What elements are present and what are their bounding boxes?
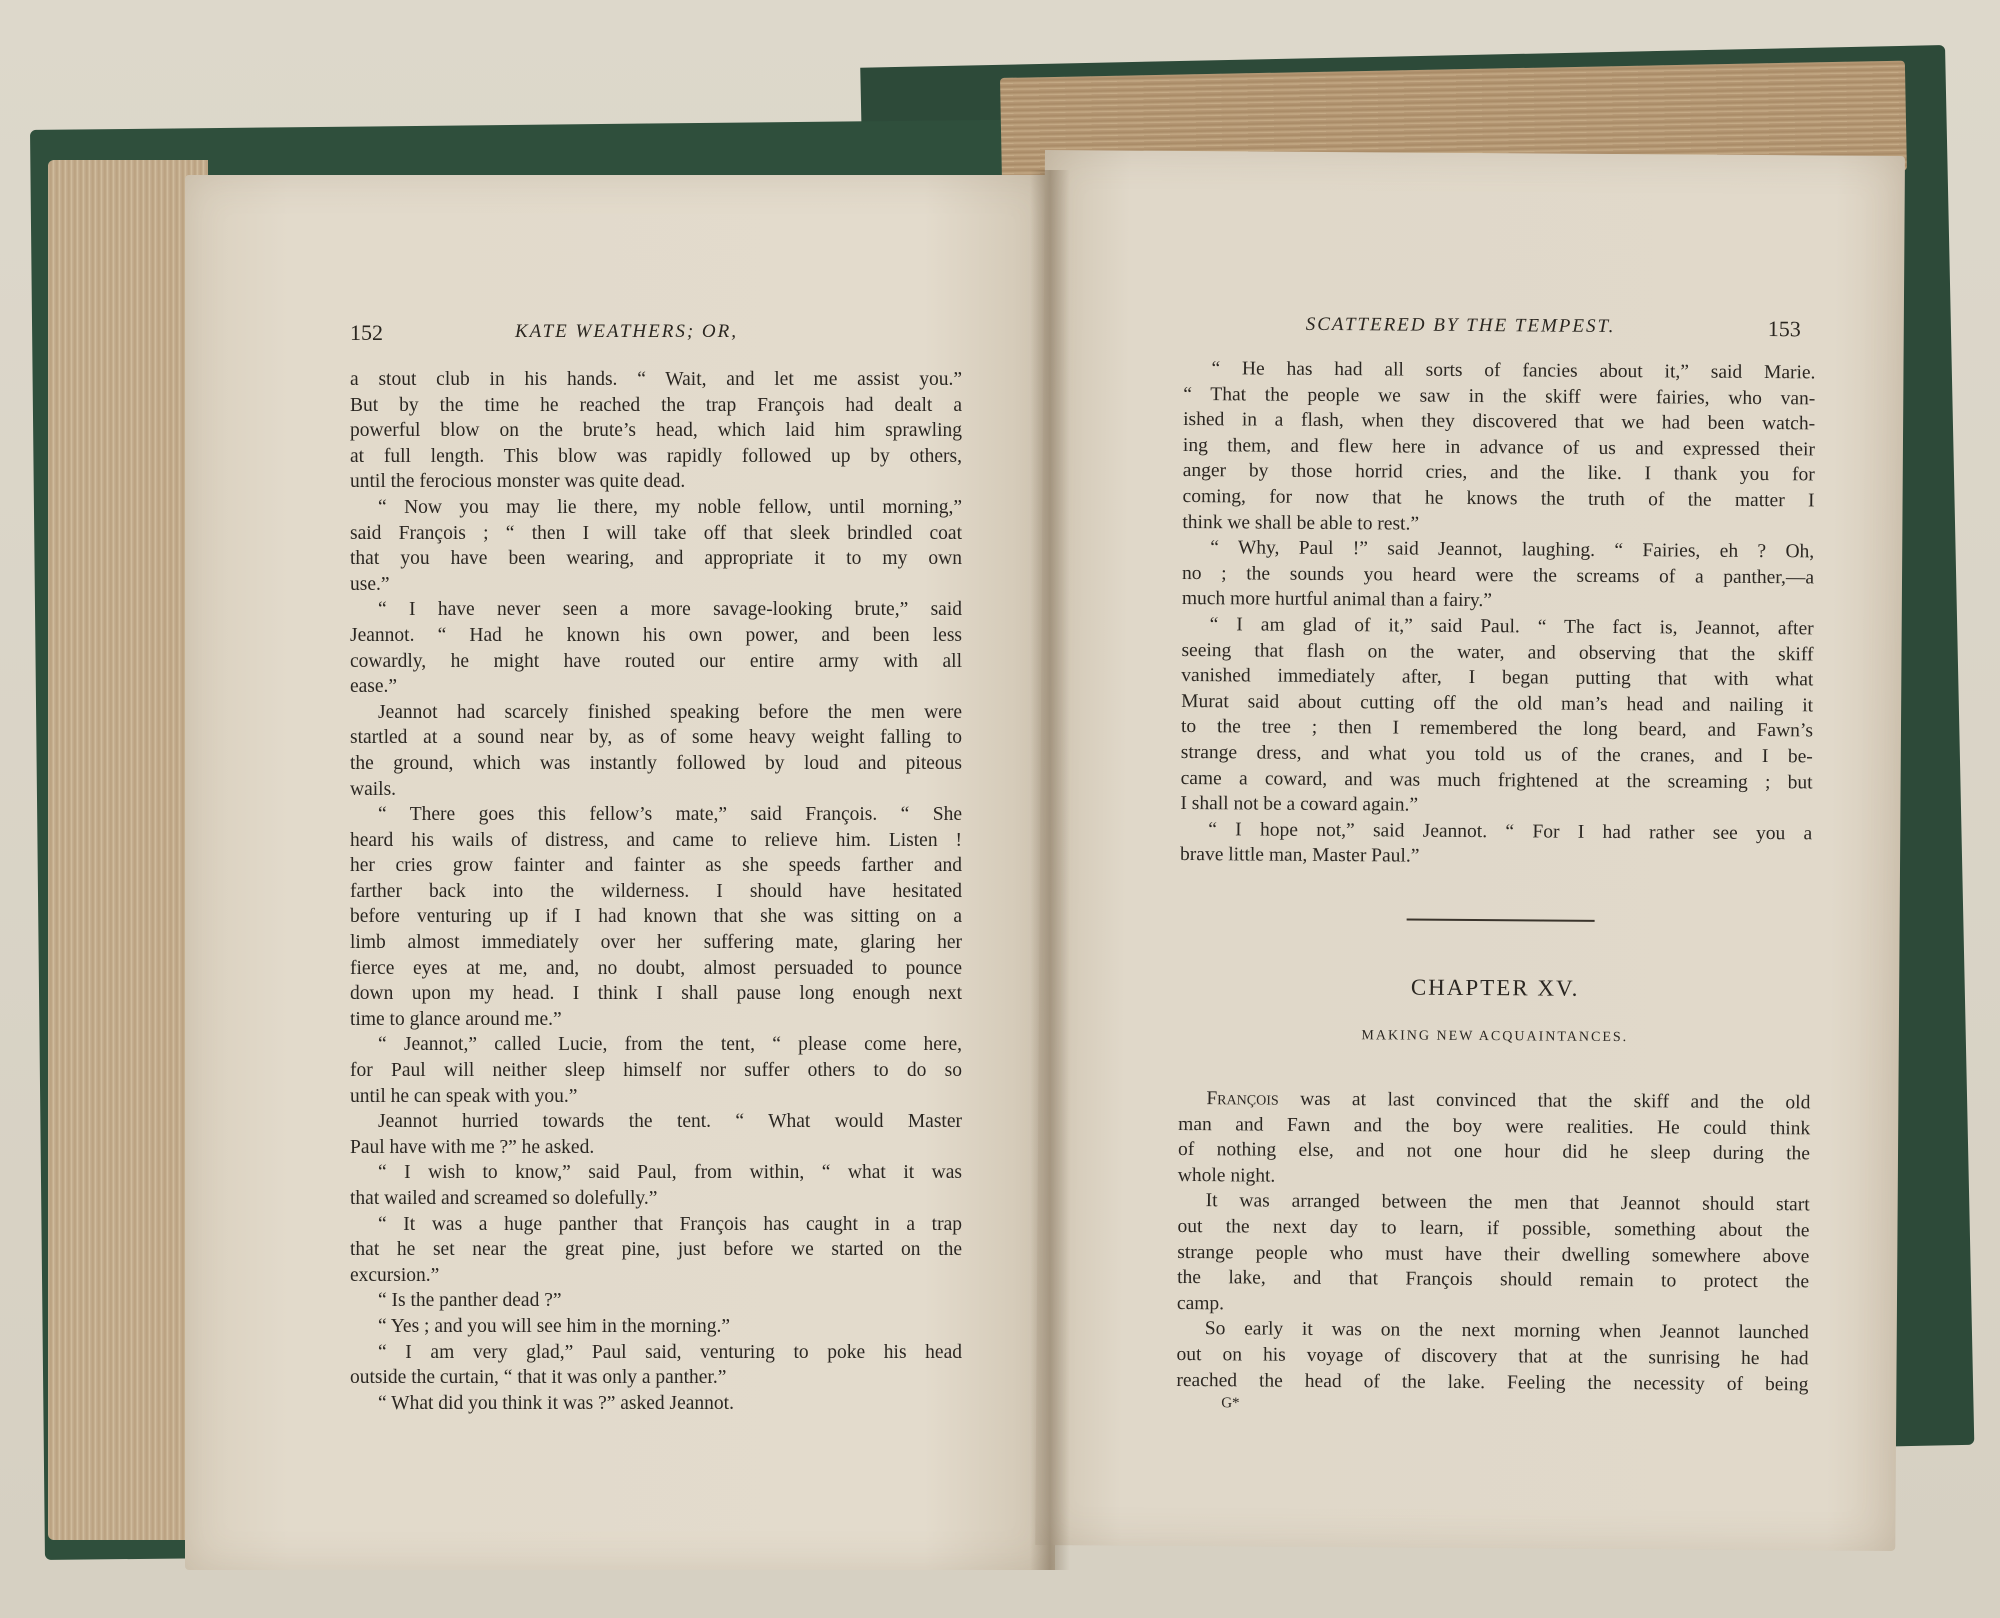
page-edges-left xyxy=(48,160,208,1540)
left-text-line: “ I have never seen a more savage-looking brute,” said xyxy=(378,599,962,621)
left-text-line: down upon my head. I think I shall pause long enough next xyxy=(350,983,962,1005)
right-text-line: anger by those horrid cries, and the like. I thank you for xyxy=(1182,460,1815,486)
left-page-text xyxy=(350,367,962,1416)
left-text-line: Jeannot. “ Had he known his own power, and been less xyxy=(350,624,962,646)
left-running-head: KATE WEATHERS; OR, xyxy=(515,321,738,342)
left-text-line: Jeannot had scarcely finished speaking before the men were xyxy=(378,701,962,723)
left-text-line: that you have been wearing, and appropriate it to my own xyxy=(350,548,962,570)
chapter-lead-word: François xyxy=(1206,1088,1279,1110)
left-page-number: 152 xyxy=(350,320,383,345)
right-text-line: “ Why, Paul !” said Jeannot, laughing. “ Fairies, eh ? Oh, xyxy=(1210,537,1815,563)
left-text-line: farther back into the wilderness. I should have hesitated xyxy=(350,880,962,902)
left-text-line: said François ; “ then I will take off that sleek brindled coat xyxy=(350,522,962,544)
left-text-line: her cries grow fainter and fainter as she speeds farther and xyxy=(350,855,962,877)
left-text-line: powerful blow on the brute’s head, which laid him sprawling xyxy=(350,420,962,442)
right-text-line: much more hurtful animal than a fairy.” xyxy=(1181,588,1493,612)
left-text-line: a stout club in his hands. “ Wait, and let me assist you.” xyxy=(350,369,962,390)
right-text-line: seeing that flash on the water, and observing that the skiff xyxy=(1181,639,1814,665)
left-text-line: excursion.” xyxy=(350,1264,440,1286)
left-text-line: “ Yes ; and you will see him in the morning.” xyxy=(378,1315,731,1337)
chapter-text-line: reached the head of the lake. Feeling the necessity of being xyxy=(1176,1369,1809,1395)
left-text-line: “ I wish to know,” said Paul, from within, “ what it was xyxy=(378,1162,962,1184)
chapter-text-line: strange people who must have their dwelling somewhere above xyxy=(1177,1241,1810,1267)
left-text-line: cowardly, he might have routed our entire army with all xyxy=(350,650,962,672)
left-text-line: startled at a sound near by, as of some heavy weight falling to xyxy=(350,727,962,749)
right-text-line: “ I am glad of it,” said Paul. “ The fact is, Jeannot, after xyxy=(1209,614,1814,640)
right-text-line: I shall not be a coward again.” xyxy=(1180,793,1419,816)
left-text-line: for Paul will neither sleep himself nor suffer others to do so xyxy=(350,1060,962,1082)
left-text-line: Paul have with me ?” he asked. xyxy=(350,1136,595,1158)
left-text-line: “ Is the panther dead ?” xyxy=(378,1290,562,1312)
left-text-line: use.” xyxy=(350,573,390,595)
right-text-line: “ I hope not,” said Jeannot. “ For I had rather see you a xyxy=(1208,818,1813,845)
left-text-line: until the ferocious monster was quite dead. xyxy=(350,471,686,493)
chapter-text-line: man and Fawn and the boy were realities. He could think xyxy=(1178,1113,1811,1139)
right-text-line: strange dress, and what you told us of the cranes, and I be- xyxy=(1180,741,1813,768)
left-page xyxy=(185,175,1055,1570)
right-text-line: brave little man, Master Paul.” xyxy=(1180,844,1420,867)
right-text-line: vanished immediately after, I began putting that with what xyxy=(1181,665,1814,691)
left-text-line: Jeannot hurried towards the tent. “ What would Master xyxy=(378,1111,962,1133)
book-gutter xyxy=(1030,170,1070,1570)
signature-mark: G* xyxy=(1221,1395,1240,1412)
chapter-subtitle: MAKING NEW ACQUAINTANCES. xyxy=(1361,1028,1629,1046)
left-text-line: until he can speak with you.” xyxy=(350,1085,578,1107)
left-text-line: that he set near the great pine, just before we started on the xyxy=(350,1239,962,1261)
left-text-line: at full length. This blow was rapidly followed up by others, xyxy=(350,445,962,467)
left-text-line: “ There goes this fellow’s mate,” said François. “ She xyxy=(378,804,962,826)
right-text-line: coming, for now that he knows the truth of the matter I xyxy=(1182,485,1815,512)
chapter-text-line: the lake, and that François should remain to protect the xyxy=(1177,1267,1810,1293)
chapter-text-line xyxy=(1178,1086,1810,1116)
right-text-line: no ; the sounds you heard were the screams of a panther,—a xyxy=(1181,562,1815,589)
section-divider xyxy=(1407,919,1595,922)
left-text-line: “ What did you think it was ?” asked Jeannot. xyxy=(378,1392,734,1414)
right-text-line: “ He has had all sorts of fancies about it,” said Marie. xyxy=(1211,358,1816,384)
chapter-line-rest: was at last convinced that the skiff and the old xyxy=(1278,1088,1811,1114)
left-text-line: ease.” xyxy=(350,676,398,698)
chapter-title: CHAPTER XV. xyxy=(1410,974,1580,1001)
right-text-line: came a coward, and was much frightened at the screaming ; but xyxy=(1180,767,1813,793)
chapter-text-line: It was arranged between the men that Jeannot should start xyxy=(1205,1190,1810,1216)
left-text-line: “ Now you may lie there, my noble fellow, until morning,” xyxy=(378,496,962,518)
left-text-line: wails. xyxy=(350,778,397,800)
right-page-number: 153 xyxy=(1767,316,1801,342)
left-text-line: fierce eyes at me, and, no doubt, almost persuaded to pounce xyxy=(350,957,962,979)
right-text-line: to the tree ; then I remembered the long beard, and Fawn’s xyxy=(1180,716,1814,742)
left-text-line: time to glance around me.” xyxy=(350,1008,562,1030)
chapter-text-line: out the next day to learn, if possible, something about the xyxy=(1177,1215,1810,1242)
right-text-line: think we shall be able to rest.” xyxy=(1182,511,1420,535)
right-page-text xyxy=(1180,356,1816,872)
left-text-line: outside the curtain, “ that it was only a panther.” xyxy=(350,1367,727,1389)
left-text-line: “ Jeannot,” called Lucie, from the tent, “ please come here, xyxy=(378,1034,962,1056)
chapter-text-line: of nothing else, and not one hour did he sleep during the xyxy=(1177,1139,1811,1165)
right-text-line: ished in a flash, when they discovered that we had been watch- xyxy=(1183,409,1816,435)
right-page xyxy=(1035,150,1905,1551)
chapter-text xyxy=(1176,1086,1810,1398)
left-text-line: “ I am very glad,” Paul said, venturing to poke his head xyxy=(378,1341,962,1363)
right-text-line: “ That the people we saw in the skiff were fairies, who van- xyxy=(1183,383,1816,409)
right-text-line: Murat said about cutting off the old man’s head and nailing it xyxy=(1181,690,1814,717)
right-text-line: ing them, and flew here in advance of us and expressed their xyxy=(1182,434,1815,461)
left-text-line: that wailed and screamed so dolefully.” xyxy=(350,1188,658,1209)
left-text-line: But by the time he reached the trap François had dealt a xyxy=(350,394,962,416)
right-running-head: SCATTERED BY THE TEMPEST. xyxy=(1305,313,1616,337)
chapter-text-line: out on his voyage of discovery that at the sunrising he had xyxy=(1176,1343,1809,1370)
chapter-text-line: camp. xyxy=(1176,1292,1225,1315)
left-text-line: the ground, which was instantly followed by loud and piteous xyxy=(350,752,962,774)
left-text-line: “ It was a huge panther that François has caught in a trap xyxy=(378,1213,962,1235)
chapter-text-line: whole night. xyxy=(1177,1164,1276,1187)
chapter-text-line: So early it was on the next morning when Jeannot launched xyxy=(1204,1318,1809,1344)
left-text-line: heard his wails of distress, and came to relieve him. Listen ! xyxy=(350,829,962,851)
left-text-line: before venturing up if I had known that she was sitting on a xyxy=(350,906,962,928)
left-text-line: limb almost immediately over her suffering mate, glaring her xyxy=(350,932,962,954)
